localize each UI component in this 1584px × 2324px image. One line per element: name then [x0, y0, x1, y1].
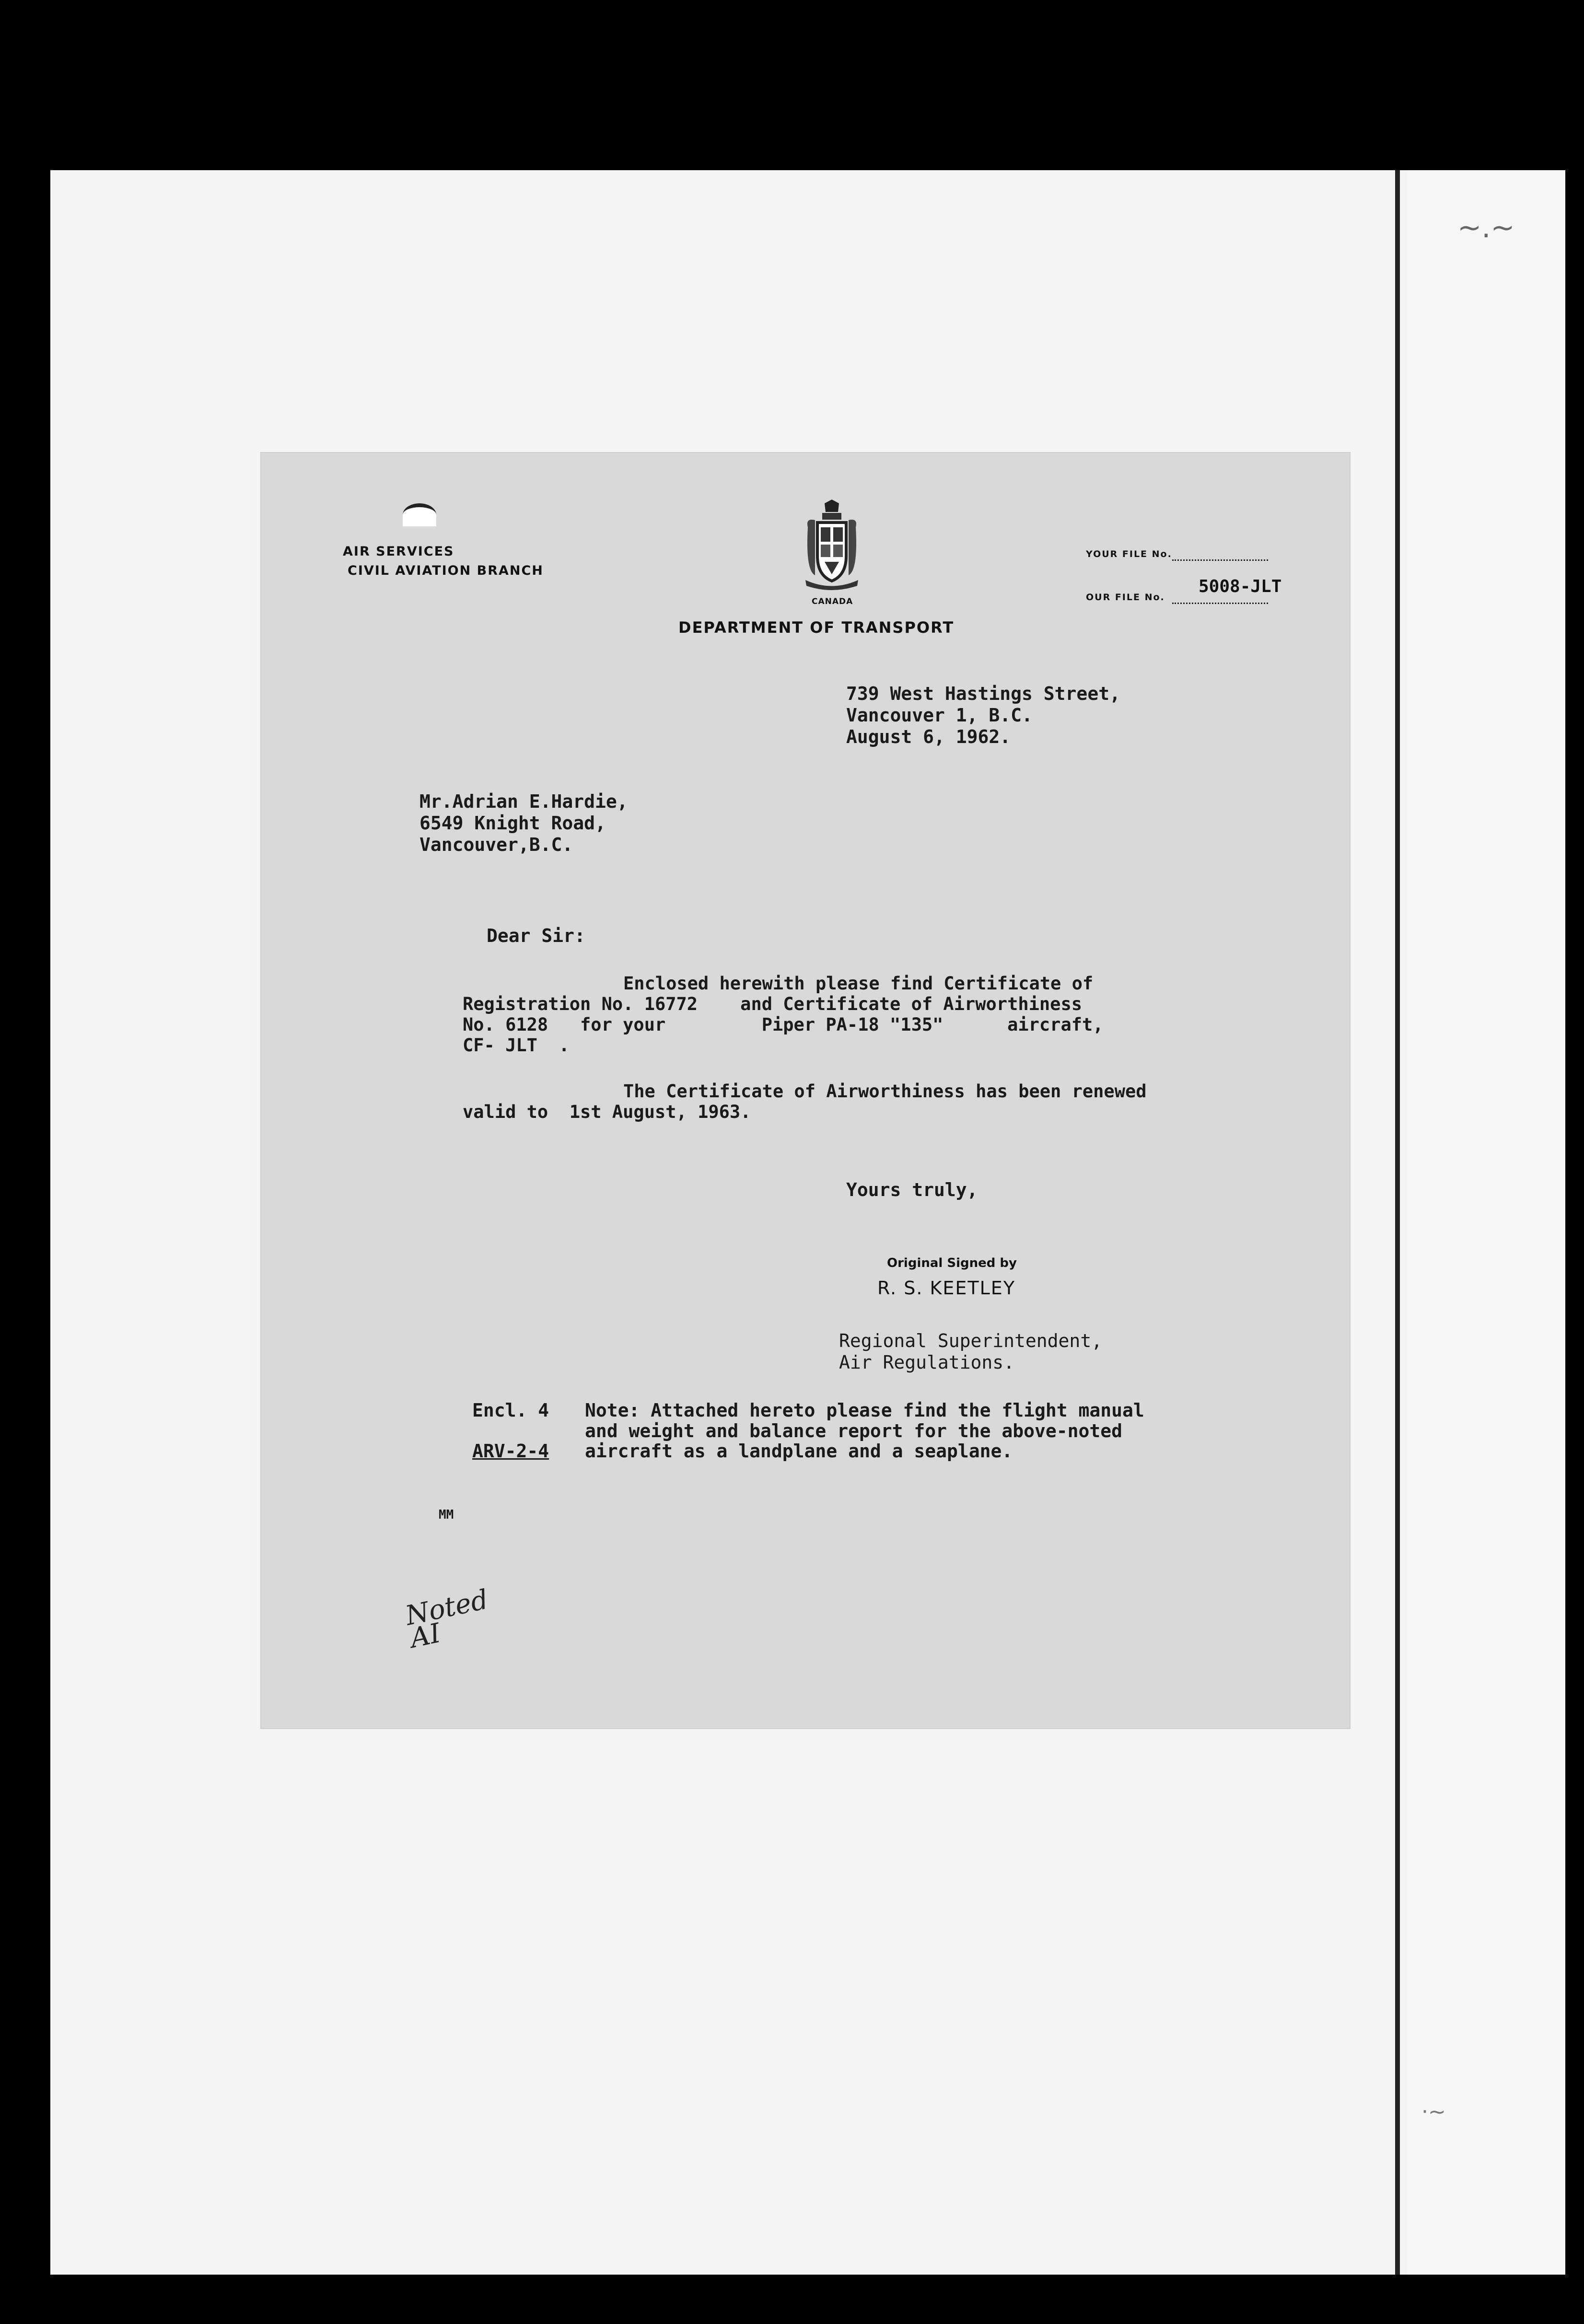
recipient-line: 6549 Knight Road,: [419, 813, 606, 834]
sender-address-line: Vancouver 1, B.C.: [846, 705, 1033, 726]
note-line: Note: Attached hereto please find the flight manual: [585, 1400, 1144, 1421]
branch-line-1: AIR SERVICES: [343, 544, 454, 559]
note-line: aircraft as a landplane and a seaplane.: [585, 1441, 1013, 1462]
body-line: Registration No. 16772 and Certificate of Airworthiness: [463, 994, 1083, 1014]
signature-title: Regional Superintendent,: [839, 1330, 1103, 1351]
edge-mark: ·~: [1421, 2100, 1446, 2124]
sender-address-line: 739 West Hastings Street,: [846, 683, 1120, 704]
our-file-value: 5008-JLT: [1199, 577, 1282, 596]
note-line: and weight and balance report for the above-noted: [585, 1420, 1123, 1441]
coat-of-arms-icon: [796, 499, 868, 594]
recipient-line: Mr.Adrian E.Hardie,: [419, 791, 628, 812]
signature-stamp-label: Original Signed by: [887, 1256, 1017, 1270]
our-file-label: OUR FILE No.: [1086, 592, 1165, 603]
page-divider: [1395, 170, 1400, 2275]
crest-label: CANADA: [812, 597, 853, 606]
signature-title: Air Regulations.: [839, 1352, 1015, 1373]
your-file-label: YOUR FILE No.: [1086, 549, 1172, 559]
salutation: Dear Sir:: [487, 925, 585, 946]
branch-line-2: CIVIL AVIATION BRANCH: [348, 563, 544, 578]
letter-page: [261, 453, 1350, 1728]
edge-mark: ~.~: [1457, 211, 1515, 244]
adjacent-page-edge: [1407, 170, 1565, 2275]
body-line: valid to 1st August, 1963.: [463, 1102, 751, 1122]
body-line: CF- JLT .: [463, 1035, 570, 1056]
department-title: DEPARTMENT OF TRANSPORT: [678, 618, 955, 637]
recipient-line: Vancouver,B.C.: [419, 834, 573, 855]
body-line: Enclosed herewith please find Certificate of: [623, 973, 1094, 994]
body-line: The Certificate of Airworthiness has been renewed: [623, 1081, 1147, 1102]
letter-date: August 6, 1962.: [846, 726, 1011, 747]
body-line: No. 6128 for your Piper PA-18 "135" aircraft,: [463, 1014, 1104, 1035]
your-file-line: [1172, 559, 1268, 561]
enclosure-ref: ARV-2-4: [472, 1441, 549, 1462]
enclosure-label: Encl. 4: [472, 1400, 549, 1421]
closing: Yours truly,: [846, 1179, 978, 1200]
our-file-line: [1172, 603, 1268, 604]
punch-hole: [403, 503, 436, 526]
handwritten-note: Noted AI: [403, 1584, 491, 1654]
signature-name: R. S. KEETLEY: [877, 1278, 1016, 1299]
typist-initials: MM: [439, 1508, 454, 1522]
